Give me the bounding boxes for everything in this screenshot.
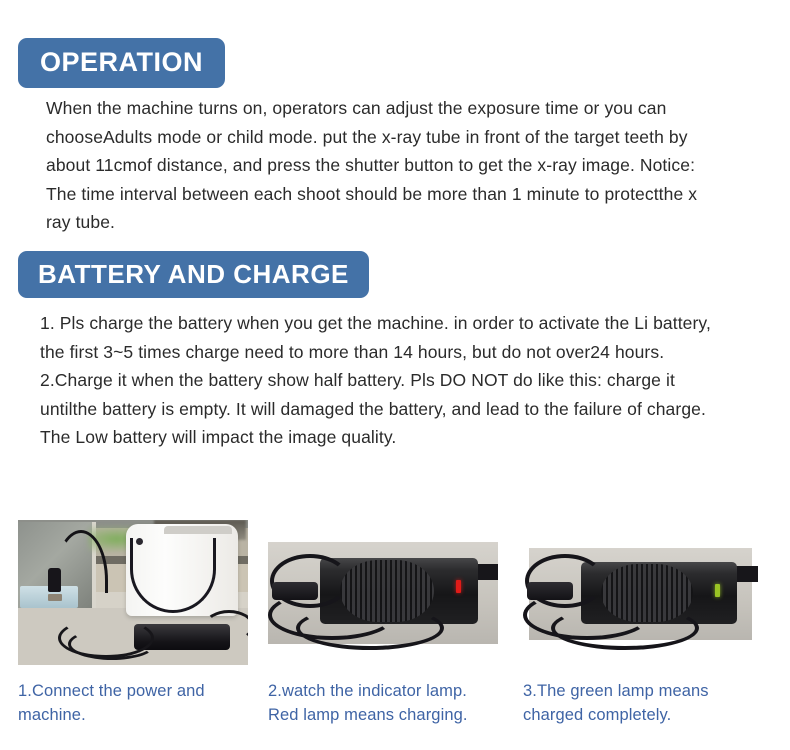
battery-item-2: 2.Charge it when the battery show half battery. Pls DO NOT do like this: charge it untilthe battery is empty. It will damaged the battery, and lead to the failure of charge. bbox=[40, 370, 706, 419]
photo3-cable-loop-3 bbox=[551, 606, 699, 650]
photo2-cable-loop-3 bbox=[296, 606, 444, 650]
battery-item-1: 1. Pls charge the battery when you get the machine. in order to activate the Li battery, the first 3~5 times charge need to more than 14 hours, but do not over24 hours. bbox=[40, 313, 711, 362]
section-heading-operation: OPERATION bbox=[18, 38, 225, 88]
battery-paragraph-group bbox=[40, 309, 718, 452]
photo1-wire-loop-b bbox=[68, 628, 156, 660]
photo-caption-2: 2.watch the indicator lamp. Red lamp means charging. bbox=[268, 682, 468, 724]
operation-paragraph: When the machine turns on, operators can adjust the exposure time or you can chooseAdults mode or child mode. put the x-ray tube in front of the target teeth by about 11cmof distance, and press the shutter button to get the x-ray image. Notice: The time interval between each shoot should be more than 1 minute to protectthe x ray tube. bbox=[46, 98, 698, 233]
adapter-with-green-indicator-lamp-photo bbox=[523, 520, 758, 665]
green-indicator-lamp-icon bbox=[715, 584, 720, 597]
photo-caption-3: 3.The green lamp means charged completely. bbox=[523, 682, 709, 724]
red-indicator-lamp-icon bbox=[456, 580, 461, 593]
photo-cell-3 bbox=[523, 520, 758, 727]
adapter-with-red-indicator-lamp-photo bbox=[268, 520, 498, 665]
photo-cell-2 bbox=[268, 520, 498, 727]
photo1-plug bbox=[48, 568, 61, 592]
photo-cell-1 bbox=[18, 520, 248, 727]
power-adapter-connected-to-white-machine-photo bbox=[18, 520, 248, 665]
section-heading-battery-and-charge: BATTERY AND CHARGE bbox=[18, 251, 369, 298]
photo-caption-1: 1.Connect the power and machine. bbox=[18, 682, 205, 724]
photo-strip bbox=[0, 520, 790, 750]
battery-item-3: The Low battery will impact the image quality. bbox=[40, 427, 397, 448]
